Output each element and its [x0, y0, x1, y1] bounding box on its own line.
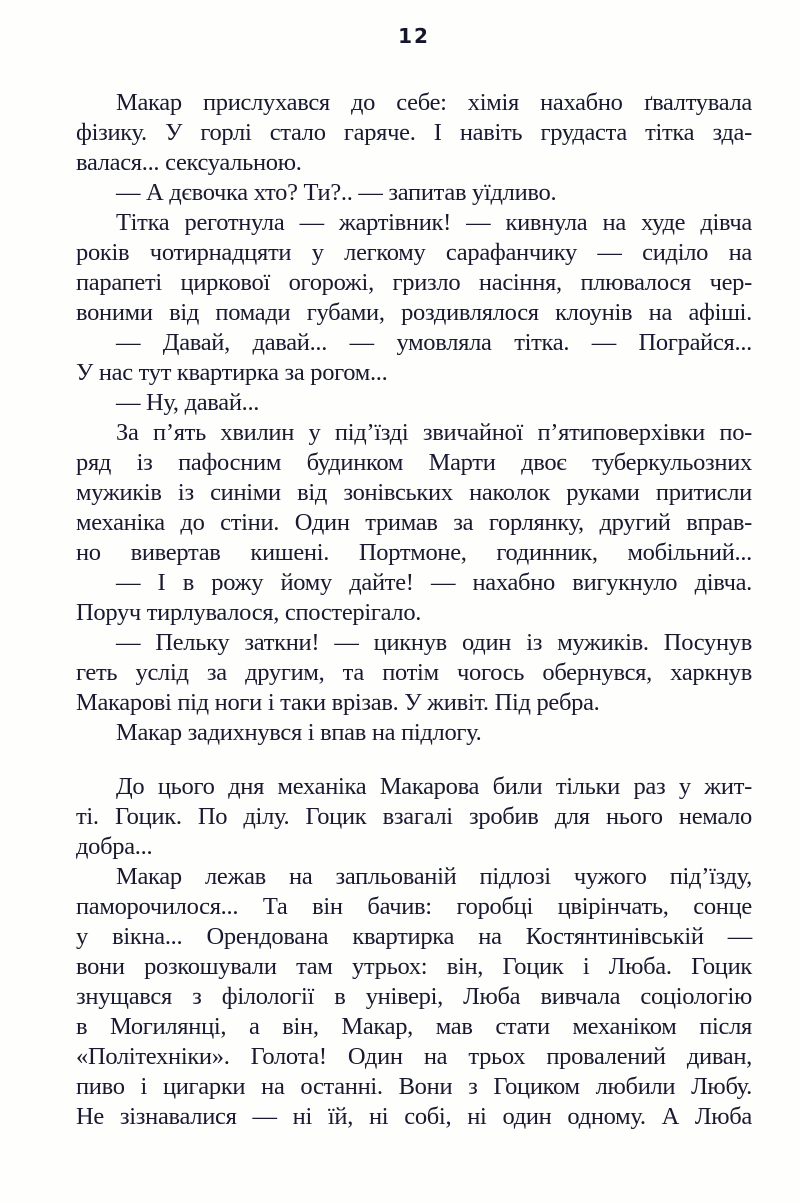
paragraph: [76, 418, 752, 568]
text-line: Макарові під ноги і таки врізав. У живіт. Під ребра.: [76, 689, 600, 716]
text-line: До цього дня механіка Макарова били тільки раз у жит-: [116, 773, 752, 800]
text-line: знущався з філології в універі, Люба вивчала соціологію: [76, 983, 752, 1010]
text-line: — А дєвочка хто? Ти?.. — запитав уїдливо.: [116, 179, 557, 206]
text-line: валася... сексуальною.: [76, 149, 302, 176]
text-line: пиво і цигарки на останні. Вони з Гоциком любили Любу.: [76, 1073, 752, 1100]
text-line: У нас тут квартирка за рогом...: [76, 359, 388, 386]
text-line: геть услід за другим, та потім чогось обернувся, харкнув: [76, 659, 752, 686]
text-line: мужиків із синіми від зонівських наколок руками притисли: [76, 479, 752, 506]
text-line: — Пельку заткни! — цикнув один із мужиків. Посунув: [116, 629, 752, 656]
text-line: но вивертав кишені. Портмоне, годинник, мобільний...: [76, 539, 752, 566]
text-line: — І в рожу йому дайте! — нахабно вигукнуло дівча.: [116, 569, 752, 596]
text-line: — Давай, давай... — умовляла тітка. — Пограйся...: [116, 329, 752, 356]
text-line: Макар прислухався до себе: хімія нахабно ґвалтувала: [116, 89, 752, 116]
text-line: Макар задихнувся і впав на підлогу.: [116, 719, 482, 746]
paragraph: [76, 178, 752, 208]
page-number: 12: [398, 24, 430, 48]
text-line: За п’ять хвилин у під’їзді звичайної п’ятиповерхівки по-: [116, 419, 752, 446]
text-line: Тітка реготнула — жартівник! — кивнула на худе дівча: [116, 209, 752, 236]
text-line: ті. Гоцик. По ділу. Гоцик взагалі зробив для нього немало: [76, 803, 752, 830]
text-line: ряд із пафосним будинком Марти двоє туберкульозних: [76, 449, 752, 476]
text-line: паморочилося... Та він бачив: горобці цвірінчать, сонце: [76, 893, 752, 920]
paragraph: [76, 328, 752, 388]
text-block: [76, 88, 752, 1132]
paragraph: [76, 628, 752, 718]
text-line: Не зізнавалися — ні їй, ні собі, ні один одному. А Люба: [76, 1103, 752, 1130]
paragraph: [76, 718, 752, 748]
text-line: добра...: [76, 833, 153, 860]
text-line: в Могилянці, а він, Макар, мав стати механіком після: [76, 1013, 752, 1040]
text-line: фізику. У горлі стало гаряче. І навіть грудаста тітка зда-: [76, 119, 752, 146]
text-line: вони розкошували там утрьох: він, Гоцик і Люба. Гоцик: [76, 953, 752, 980]
paragraph: [76, 772, 752, 862]
paragraph: [76, 88, 752, 178]
text-line: Макар лежав на запльованій підлозі чужого під’їзду,: [116, 863, 752, 890]
paragraph: [76, 862, 752, 1132]
paragraph: [76, 208, 752, 328]
paragraph: [76, 388, 752, 418]
text-line: у вікна... Орендована квартирка на Костянтинівській —: [76, 923, 752, 950]
text-line: — Ну, давай...: [116, 389, 260, 416]
text-line: механіка до стіни. Один тримав за горлянку, другий вправ-: [76, 509, 752, 536]
paragraph: [76, 568, 752, 628]
text-line: «Політехніки». Голота! Один на трьох провалений диван,: [76, 1043, 752, 1070]
text-line: парапеті циркової огорожі, гризло насіння, плювалося чер-: [76, 269, 752, 296]
text-line: воними від помади губами, роздивлялося клоунів на афіші.: [76, 299, 752, 326]
text-line: років чотирнадцяти у легкому сарафанчику — сиділо на: [76, 239, 752, 266]
text-line: Поруч тирлувалося, спостерігало.: [76, 599, 422, 626]
